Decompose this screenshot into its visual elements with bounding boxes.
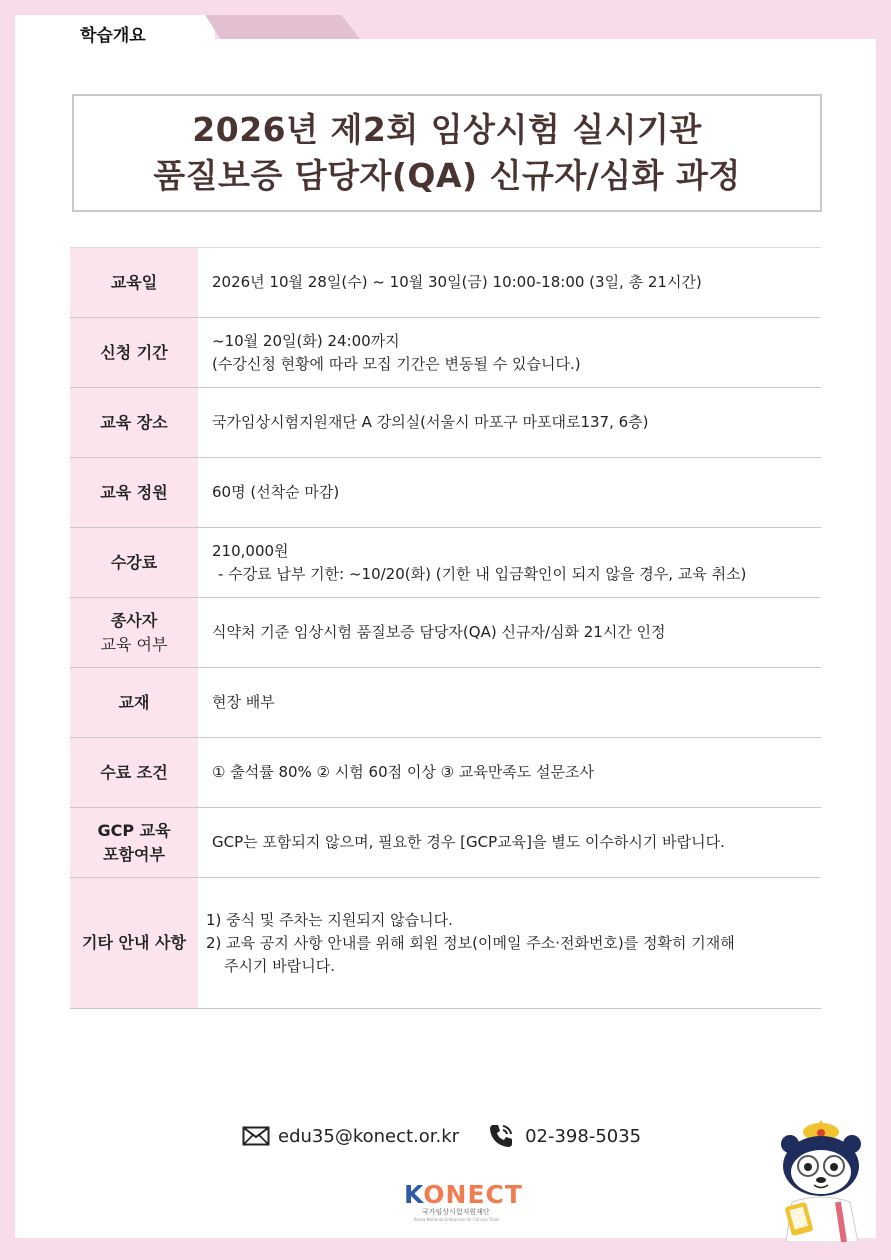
row-value-text: 식약처 기준 임상시험 품질보증 담당자(QA) 신규자/심화 21시간 인정 bbox=[212, 623, 666, 641]
konect-logo-english: Korea National Enterprise for Clinical Trials bbox=[414, 1217, 500, 1222]
row-value-text: 60명 (선착순 마감) bbox=[212, 483, 340, 501]
course-title-line-2: 품질보증 담당자(QA) 신규자/심화 과정 bbox=[153, 156, 741, 195]
row-completion-criteria bbox=[70, 738, 821, 808]
row-other-notes bbox=[70, 878, 821, 1009]
row-materials bbox=[70, 668, 821, 738]
row-value bbox=[198, 808, 821, 877]
row-label-text: 교육 여부 bbox=[100, 634, 168, 654]
row-value-text: 국가임상시험지원재단 A 강의실(서울시 마포구 마포대로137, 6층) bbox=[212, 413, 649, 431]
row-label bbox=[70, 388, 198, 457]
row-value-text: 주시기 바랍니다. bbox=[224, 956, 335, 975]
row-label-text: 기타 안내 사항 bbox=[82, 933, 186, 952]
row-worker-education bbox=[70, 598, 821, 668]
row-label bbox=[70, 458, 198, 527]
row-label bbox=[70, 668, 198, 737]
konect-logo-subtitle: 국가임상시험지원재단 bbox=[422, 1208, 490, 1216]
row-value-text: ~10월 20일(화) 24:00까지 bbox=[212, 331, 400, 350]
row-value-note: (수강신청 현황에 따라 모집 기간은 변동될 수 있습니다.) bbox=[212, 354, 581, 373]
row-label-text: 교육일 bbox=[110, 272, 158, 292]
row-label bbox=[70, 598, 198, 667]
course-title-box bbox=[72, 94, 822, 212]
row-value-text: 210,000원 bbox=[212, 541, 289, 560]
contact-phone[interactable]: 02-398-5035 bbox=[525, 1125, 642, 1147]
row-value-text: 2) 교육 공지 사항 안내를 위해 회원 정보(이메일 주소·전화번호)를 정확히 기재해 bbox=[206, 933, 735, 952]
row-label bbox=[70, 808, 198, 877]
row-value bbox=[198, 458, 821, 527]
envelope-icon bbox=[242, 1125, 270, 1147]
row-value bbox=[198, 598, 821, 667]
row-label-text: 교재 bbox=[118, 692, 150, 712]
row-tuition bbox=[70, 528, 821, 598]
row-value bbox=[198, 878, 821, 1008]
row-capacity bbox=[70, 458, 821, 528]
header-tab-label: 학습개요 bbox=[80, 26, 146, 46]
row-value bbox=[198, 318, 821, 387]
row-label bbox=[70, 738, 198, 807]
konect-logo bbox=[404, 1182, 524, 1228]
row-education-date bbox=[70, 248, 821, 318]
row-label-text: 신청 기간 bbox=[100, 342, 168, 362]
row-value bbox=[198, 668, 821, 737]
row-label-text: GCP 교육 bbox=[97, 820, 171, 840]
row-label-text: 교육 장소 bbox=[100, 412, 168, 432]
row-label bbox=[70, 528, 198, 597]
row-value-text: 2026년 10월 28일(수) ~ 10월 30일(금) 10:00-18:00 (3일, 총 21시간) bbox=[212, 273, 702, 291]
row-label bbox=[70, 878, 198, 1008]
row-value bbox=[198, 388, 821, 457]
row-label-text: 수료 조건 bbox=[100, 762, 168, 782]
header-tab-decoration bbox=[205, 15, 360, 39]
row-label bbox=[70, 248, 198, 317]
row-value-note: - 수강료 납부 기한: ~10/20(화) (기한 내 입금확인이 되지 않을 경우, 교육 취소) bbox=[218, 564, 747, 583]
row-value bbox=[198, 528, 821, 597]
konect-logo-wordmark: KONECT bbox=[404, 1180, 523, 1209]
course-info-table bbox=[70, 247, 821, 1009]
row-label bbox=[70, 318, 198, 387]
row-value-text: 1) 중식 및 주차는 지원되지 않습니다. bbox=[206, 910, 453, 929]
contact-email[interactable]: edu35@konect.or.kr bbox=[278, 1125, 460, 1147]
course-title-line-1: 2026년 제2회 임상시험 실시기관 bbox=[192, 110, 702, 149]
row-label-text: 포함여부 bbox=[103, 844, 165, 864]
contact-info bbox=[242, 1122, 641, 1150]
row-value bbox=[198, 248, 821, 317]
row-value-text: 현장 배부 bbox=[212, 693, 275, 711]
row-label-text: 종사자 bbox=[110, 610, 158, 630]
row-value-text: ① 출석률 80% ② 시험 60점 이상 ③ 교육만족도 설문조사 bbox=[212, 763, 595, 781]
row-application-period bbox=[70, 318, 821, 388]
phone-icon bbox=[487, 1122, 515, 1150]
row-location bbox=[70, 388, 821, 458]
row-label-text: 수강료 bbox=[110, 552, 158, 572]
mascot-illustration bbox=[778, 1118, 864, 1246]
row-gcp-included bbox=[70, 808, 821, 878]
row-value bbox=[198, 738, 821, 807]
row-label-text: 교육 정원 bbox=[100, 482, 168, 502]
row-value-text: GCP는 포함되지 않으며, 필요한 경우 [GCP교육]을 별도 이수하시기 바랍니다. bbox=[212, 833, 725, 851]
